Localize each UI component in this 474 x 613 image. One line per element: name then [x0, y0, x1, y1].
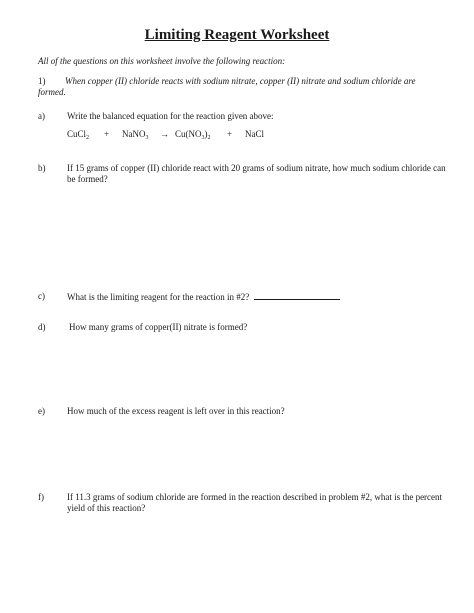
reactant-nano3: NaNO$_3$ — [122, 129, 149, 141]
part-e-text: How much of the excess reagent is left over in this reaction? — [67, 406, 285, 416]
part-d-text: How many grams of copper(II) nitrate is formed? — [69, 322, 248, 332]
part-b-letter: b) — [38, 163, 46, 173]
part-c-text: What is the limiting reagent for the reaction in #2? — [67, 292, 250, 302]
part-c-line — [67, 291, 447, 303]
part-f-letter: f) — [38, 492, 44, 502]
arrow-icon: → — [160, 129, 169, 139]
product-nacl: NaCl — [245, 129, 264, 139]
worksheet-title: Limiting Reagent Worksheet — [144, 27, 330, 43]
part-d-letter: d) — [38, 322, 46, 332]
intro-text: All of the questions on this worksheet involve the following reaction: — [38, 56, 286, 66]
reactant-cucl2: CuCl$_2$ — [67, 129, 90, 141]
question-1-number: 1) — [38, 76, 46, 86]
part-f-text: If 11.3 grams of sodium chloride are formed in the reaction described in problem #2, what is the percent yield of this reaction? — [67, 492, 443, 513]
question-1 — [38, 76, 438, 98]
question-1-text: When copper (II) chloride reacts with sodium nitrate, copper (II) nitrate and sodium chloride are formed. — [38, 76, 416, 97]
part-e-letter: e) — [38, 406, 45, 416]
answer-blank — [254, 291, 340, 300]
plus-sign: + — [227, 129, 233, 139]
part-a-text: Write the balanced equation for the reaction given above: — [67, 111, 274, 121]
product-cuno32: $Cu(NO_3)_2$ — [175, 129, 211, 141]
part-a-letter: a) — [38, 111, 45, 121]
plus-sign: + — [104, 129, 110, 139]
part-c-letter: c) — [38, 291, 45, 301]
part-b-text: If 15 grams of copper (II) chloride react with 20 grams of sodium nitrate, how much sodium chloride can be formed? — [67, 163, 446, 184]
